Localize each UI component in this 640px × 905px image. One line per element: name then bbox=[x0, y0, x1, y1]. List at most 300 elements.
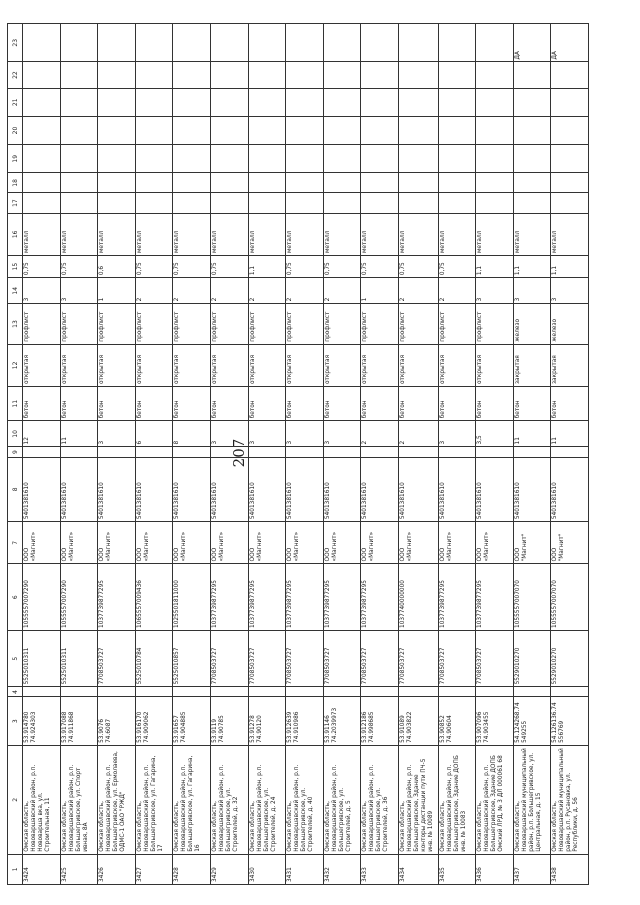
table-cell bbox=[323, 145, 361, 173]
table-cell bbox=[323, 173, 361, 193]
column-header-16: 16 bbox=[8, 213, 23, 255]
table-cell: профлист bbox=[210, 304, 248, 344]
table-cell: 3431 bbox=[286, 854, 324, 884]
table-cell bbox=[438, 88, 476, 116]
table-row bbox=[438, 24, 476, 885]
table-cell: 3 bbox=[476, 278, 514, 304]
table-cell: профлист bbox=[398, 304, 438, 344]
table-cell: 3425 bbox=[60, 854, 98, 884]
table-cell: 1055557007290 bbox=[23, 564, 61, 631]
table-cell: 1037739877295 bbox=[286, 564, 324, 631]
table-cell bbox=[210, 687, 248, 697]
table-cell bbox=[135, 687, 173, 697]
table-cell: закрытая bbox=[513, 344, 551, 386]
table-cell: Омская область, Нововаршавский район, р.п. Нововарша вка, ул. Строительная, 11 bbox=[23, 745, 61, 854]
table-cell: 7708503727 bbox=[476, 630, 514, 686]
table-cell bbox=[323, 62, 361, 88]
table-cell: металл bbox=[210, 213, 248, 255]
table-cell: 3433 bbox=[361, 854, 399, 884]
table-cell bbox=[210, 193, 248, 213]
table-row bbox=[551, 24, 589, 885]
table-cell: Омская область, Нововаршавский район, р.п. Большегривское, ул. Гагарина, 16 bbox=[173, 745, 211, 854]
table-cell: 1025501811000 bbox=[173, 564, 211, 631]
table-cell: металл bbox=[135, 213, 173, 255]
table-row bbox=[323, 24, 361, 885]
table-cell: 3435 bbox=[438, 854, 476, 884]
table-row bbox=[286, 24, 324, 885]
table-cell bbox=[551, 88, 589, 116]
table-cell: 5525010857 bbox=[173, 630, 211, 686]
column-header-5: 5 bbox=[8, 630, 23, 686]
table-cell: 1037739877295 bbox=[248, 564, 286, 631]
table-cell bbox=[248, 24, 286, 62]
table-cell: Омская область, Нововаршавский район, р.п. Большегривское, ул. Строителей, д. 5 bbox=[323, 745, 361, 854]
table-cell bbox=[361, 447, 399, 457]
table-cell: 12 bbox=[23, 421, 61, 447]
table-cell: 6 bbox=[135, 421, 173, 447]
column-header-18: 18 bbox=[8, 173, 23, 193]
table-cell: 0,75 bbox=[361, 256, 399, 278]
table-cell: 1037739877295 bbox=[438, 564, 476, 631]
table-cell bbox=[438, 173, 476, 193]
table-cell: 5401381610 bbox=[551, 457, 589, 522]
table-cell bbox=[23, 24, 61, 62]
table-cell: бетон bbox=[398, 387, 438, 421]
table-cell bbox=[398, 62, 438, 88]
table-cell bbox=[438, 116, 476, 144]
table-cell bbox=[323, 687, 361, 697]
table-cell bbox=[551, 447, 589, 457]
table-cell: Омская область, Нововаршавский район, р.п. Большегривское, ул. Строителей, д. 32 bbox=[210, 745, 248, 854]
table-cell: бетон bbox=[286, 387, 324, 421]
table-cell: 3 bbox=[248, 421, 286, 447]
table-cell bbox=[476, 145, 514, 173]
table-cell bbox=[361, 88, 399, 116]
table-cell bbox=[60, 173, 98, 193]
table-cell bbox=[210, 88, 248, 116]
table-cell bbox=[173, 24, 211, 62]
table-cell: 1037739877295 bbox=[210, 564, 248, 631]
table-cell: 53.90852 74.90604 bbox=[438, 697, 476, 745]
table-cell bbox=[135, 145, 173, 173]
table-cell: профлист bbox=[476, 304, 514, 344]
table-cell: профлист bbox=[173, 304, 211, 344]
table-cell bbox=[361, 193, 399, 213]
column-header-17: 17 bbox=[8, 193, 23, 213]
table-cell bbox=[173, 687, 211, 697]
table-cell: открытая bbox=[23, 344, 61, 386]
table-cell: железо bbox=[551, 304, 589, 344]
table-cell: 54.124268.74 549255 bbox=[513, 697, 551, 745]
table-cell: закрытая bbox=[551, 344, 589, 386]
table-cell: 3434 bbox=[398, 854, 438, 884]
table-cell bbox=[98, 193, 136, 213]
table-cell: бетон bbox=[438, 387, 476, 421]
table-cell bbox=[23, 62, 61, 88]
table-cell: бетон bbox=[513, 387, 551, 421]
column-header-15: 15 bbox=[8, 256, 23, 278]
table-cell: 0,75 bbox=[323, 256, 361, 278]
table-cell bbox=[398, 116, 438, 144]
table-cell: 0,75 bbox=[23, 256, 61, 278]
table-cell: Омская область, Нововаршавский район, р.п. Большегривское, ул. Гагарина, 17 bbox=[135, 745, 173, 854]
table-cell: 7708503727 bbox=[248, 630, 286, 686]
table-cell: 3,5 bbox=[476, 421, 514, 447]
table-cell: 1 bbox=[361, 278, 399, 304]
table-cell bbox=[98, 116, 136, 144]
table-cell bbox=[173, 447, 211, 457]
table-cell: 2 bbox=[323, 278, 361, 304]
table-cell bbox=[476, 687, 514, 697]
table-cell: металл bbox=[438, 213, 476, 255]
table-cell: ООО "Магнит" bbox=[551, 522, 589, 564]
table-cell: 53.9076 74.6087 bbox=[98, 697, 136, 745]
table-cell bbox=[361, 145, 399, 173]
table-cell bbox=[248, 173, 286, 193]
table-cell: 3424 bbox=[23, 854, 61, 884]
table-cell bbox=[551, 145, 589, 173]
rotated-table-container bbox=[7, 23, 589, 885]
table-cell: бетон bbox=[60, 387, 98, 421]
table-cell: открытая bbox=[210, 344, 248, 386]
table-cell: открытая bbox=[323, 344, 361, 386]
table-cell: бетон bbox=[323, 387, 361, 421]
table-cell: металл bbox=[398, 213, 438, 255]
table-cell bbox=[286, 173, 324, 193]
table-cell: ООО «Магнит» bbox=[135, 522, 173, 564]
table-cell: 3430 bbox=[248, 854, 286, 884]
table-cell: 53.912186 74.998685 bbox=[361, 697, 399, 745]
table-cell bbox=[323, 447, 361, 457]
table-cell: профлист bbox=[438, 304, 476, 344]
table-cell: профлист bbox=[60, 304, 98, 344]
table-cell: металл bbox=[551, 213, 589, 255]
table-cell: 3 bbox=[23, 278, 61, 304]
column-header-23: 23 bbox=[8, 24, 23, 62]
table-cell: 8 bbox=[173, 421, 211, 447]
table-cell bbox=[135, 116, 173, 144]
table-cell bbox=[23, 447, 61, 457]
table-cell: ДА bbox=[551, 24, 589, 62]
table-cell: ООО «Магнит» bbox=[286, 522, 324, 564]
table-cell bbox=[398, 173, 438, 193]
table-cell bbox=[438, 687, 476, 697]
table-cell bbox=[476, 116, 514, 144]
table-cell: 1037739877295 bbox=[361, 564, 399, 631]
table-cell: ООО «Магнит» bbox=[361, 522, 399, 564]
table-cell: ООО "Магнит" bbox=[513, 522, 551, 564]
table-cell: ООО «Магнит» bbox=[476, 522, 514, 564]
table-cell bbox=[248, 62, 286, 88]
table-cell: бетон bbox=[98, 387, 136, 421]
table-cell bbox=[23, 116, 61, 144]
table-cell bbox=[476, 24, 514, 62]
table-cell: 1 bbox=[98, 278, 136, 304]
column-header-4: 4 bbox=[8, 687, 23, 697]
table-cell: ООО «Магнит» bbox=[248, 522, 286, 564]
table-cell bbox=[438, 24, 476, 62]
table-cell bbox=[286, 193, 324, 213]
column-header-14: 14 bbox=[8, 278, 23, 304]
table-cell bbox=[98, 24, 136, 62]
table-cell: бетон bbox=[135, 387, 173, 421]
table-cell bbox=[438, 447, 476, 457]
table-cell: 3 bbox=[323, 421, 361, 447]
table-cell: 5401381610 bbox=[361, 457, 399, 522]
table-cell bbox=[98, 687, 136, 697]
table-cell bbox=[248, 193, 286, 213]
table-cell: 11 bbox=[60, 421, 98, 447]
data-table bbox=[7, 23, 589, 885]
table-cell: бетон bbox=[173, 387, 211, 421]
table-cell: 2 bbox=[210, 278, 248, 304]
table-cell: 53.907096 74.903455 bbox=[476, 697, 514, 745]
table-row bbox=[173, 24, 211, 885]
table-cell: профлист bbox=[323, 304, 361, 344]
table-cell bbox=[248, 145, 286, 173]
table-cell: ООО «Магнит» bbox=[323, 522, 361, 564]
table-cell bbox=[60, 447, 98, 457]
table-cell bbox=[438, 193, 476, 213]
table-cell: ООО «Магнит» bbox=[23, 522, 61, 564]
table-cell: 0,75 bbox=[60, 256, 98, 278]
table-cell: Омская область, Нововаршавский район, р.п. Большегривское, ул. Строителей, д. 24 bbox=[248, 745, 286, 854]
table-cell bbox=[513, 687, 551, 697]
table-cell bbox=[513, 173, 551, 193]
table-cell: открытая bbox=[60, 344, 98, 386]
table-cell: 11 bbox=[513, 421, 551, 447]
table-cell: 1065557009436 bbox=[135, 564, 173, 631]
table-cell: 5401381610 bbox=[173, 457, 211, 522]
table-cell bbox=[135, 173, 173, 193]
table-cell: Омская область, Нововаршавский район, р.п. Большегривское, ул. Спорт ивная, 8А bbox=[60, 745, 98, 854]
table-cell: 3437 bbox=[513, 854, 551, 884]
table-cell bbox=[210, 145, 248, 173]
table-cell: 5401381610 bbox=[286, 457, 324, 522]
table-cell bbox=[476, 193, 514, 213]
table-row bbox=[98, 24, 136, 885]
column-header-20: 20 bbox=[8, 116, 23, 144]
table-cell bbox=[173, 193, 211, 213]
table-cell: металл bbox=[361, 213, 399, 255]
table-cell bbox=[98, 145, 136, 173]
column-header-21: 21 bbox=[8, 88, 23, 116]
column-header-22: 22 bbox=[8, 62, 23, 88]
table-cell: 7708503727 bbox=[438, 630, 476, 686]
table-cell bbox=[135, 62, 173, 88]
table-cell: 1037740000000 bbox=[398, 564, 438, 631]
table-cell bbox=[135, 88, 173, 116]
table-cell: 53.9119 74.90785 bbox=[210, 697, 248, 745]
table-cell: Омская область, Нововаршавский район, р.п. Большегривское, ул. Строителей, д. 40 bbox=[286, 745, 324, 854]
table-cell bbox=[398, 145, 438, 173]
table-cell: 5525010311 bbox=[23, 630, 61, 686]
column-header-1: 1 bbox=[8, 854, 23, 884]
table-cell bbox=[398, 88, 438, 116]
table-cell: металл bbox=[60, 213, 98, 255]
table-cell: 3427 bbox=[135, 854, 173, 884]
column-header-7: 7 bbox=[8, 522, 23, 564]
table-cell bbox=[135, 447, 173, 457]
table-row bbox=[210, 24, 248, 885]
table-cell: 53.91657 74.904885 bbox=[173, 697, 211, 745]
table-cell bbox=[323, 88, 361, 116]
table-cell bbox=[323, 116, 361, 144]
table-cell bbox=[513, 145, 551, 173]
column-header-11: 11 bbox=[8, 387, 23, 421]
table-cell: 5525010784 bbox=[135, 630, 173, 686]
table-cell bbox=[398, 687, 438, 697]
table-cell bbox=[98, 173, 136, 193]
table-cell: ДА bbox=[513, 24, 551, 62]
table-cell bbox=[551, 687, 589, 697]
table-cell: металл bbox=[173, 213, 211, 255]
table-cell bbox=[513, 62, 551, 88]
table-cell: профлист bbox=[286, 304, 324, 344]
table-cell bbox=[210, 62, 248, 88]
column-header-9: 9 bbox=[8, 447, 23, 457]
table-cell: 7708503727 bbox=[286, 630, 324, 686]
table-cell bbox=[248, 116, 286, 144]
table-row bbox=[23, 24, 61, 885]
table-cell: 1055557007290 bbox=[60, 564, 98, 631]
table-cell bbox=[286, 145, 324, 173]
table-cell: Омская область, Нововаршавский район, р.п. Большегривское, Здание конторы дистанции пути ПЧ-5 инв. № 10089 bbox=[398, 745, 438, 854]
table-cell bbox=[135, 193, 173, 213]
table-cell: 5401381610 bbox=[438, 457, 476, 522]
table-cell: 0,75 bbox=[438, 256, 476, 278]
table-cell: бетон bbox=[361, 387, 399, 421]
table-cell: 3 bbox=[286, 421, 324, 447]
table-cell bbox=[23, 193, 61, 213]
table-cell: 1055557007070 bbox=[513, 564, 551, 631]
table-cell: 3428 bbox=[173, 854, 211, 884]
table-cell bbox=[135, 24, 173, 62]
table-cell: ООО «Магнит» bbox=[438, 522, 476, 564]
table-cell: 53.914780 74.924303 bbox=[23, 697, 61, 745]
table-cell bbox=[513, 193, 551, 213]
table-cell: 5401381610 bbox=[398, 457, 438, 522]
table-cell: 5401381610 bbox=[513, 457, 551, 522]
table-cell: 0,6 bbox=[98, 256, 136, 278]
table-cell: железо bbox=[513, 304, 551, 344]
table-cell bbox=[23, 687, 61, 697]
table-cell: 5529010270 bbox=[551, 630, 589, 686]
table-cell bbox=[361, 116, 399, 144]
table-cell: профлист bbox=[23, 304, 61, 344]
table-cell: 3 bbox=[98, 421, 136, 447]
table-cell bbox=[210, 173, 248, 193]
table-cell bbox=[173, 62, 211, 88]
table-cell: металл bbox=[248, 213, 286, 255]
table-cell: ООО «Магнит» bbox=[398, 522, 438, 564]
table-cell bbox=[23, 88, 61, 116]
table-cell: 53.91146 74.2039973 bbox=[323, 697, 361, 745]
table-cell: 11 bbox=[551, 421, 589, 447]
column-header-13: 13 bbox=[8, 304, 23, 344]
table-cell: 3 bbox=[438, 421, 476, 447]
column-header-10: 10 bbox=[8, 421, 23, 447]
table-cell: 5525010311 bbox=[60, 630, 98, 686]
table-cell: 0,75 bbox=[173, 256, 211, 278]
table-cell bbox=[513, 116, 551, 144]
table-cell bbox=[438, 62, 476, 88]
table-cell bbox=[286, 687, 324, 697]
table-cell: 1037739877295 bbox=[98, 564, 136, 631]
table-cell bbox=[551, 62, 589, 88]
table-cell bbox=[286, 447, 324, 457]
table-cell: металл bbox=[323, 213, 361, 255]
column-header-19: 19 bbox=[8, 145, 23, 173]
table-cell bbox=[476, 447, 514, 457]
table-cell: 7708503727 bbox=[398, 630, 438, 686]
table-cell bbox=[60, 145, 98, 173]
table-row bbox=[513, 24, 551, 885]
table-cell: бетон bbox=[23, 387, 61, 421]
table-row bbox=[361, 24, 399, 885]
table-cell: 3 bbox=[60, 278, 98, 304]
table-cell bbox=[173, 173, 211, 193]
table-cell: бетон bbox=[476, 387, 514, 421]
column-header-2: 2 bbox=[8, 745, 23, 854]
table-cell: 7708503727 bbox=[210, 630, 248, 686]
table-cell: 3 bbox=[513, 278, 551, 304]
table-cell: ООО «Магнит» bbox=[60, 522, 98, 564]
table-cell: 3 bbox=[210, 421, 248, 447]
table-cell bbox=[361, 173, 399, 193]
table-cell bbox=[60, 116, 98, 144]
table-cell bbox=[286, 24, 324, 62]
table-cell bbox=[210, 24, 248, 62]
table-cell: бетон bbox=[248, 387, 286, 421]
table-cell bbox=[398, 193, 438, 213]
table-cell bbox=[210, 116, 248, 144]
table-cell: ООО «Магнит» bbox=[98, 522, 136, 564]
table-row bbox=[135, 24, 173, 885]
column-header-3: 3 bbox=[8, 697, 23, 745]
table-cell bbox=[361, 687, 399, 697]
table-cell bbox=[476, 88, 514, 116]
table-cell: 2 bbox=[438, 278, 476, 304]
table-cell: 5401381610 bbox=[135, 457, 173, 522]
table-cell bbox=[361, 62, 399, 88]
table-cell: открытая bbox=[398, 344, 438, 386]
table-cell: 1037739877295 bbox=[476, 564, 514, 631]
table-cell: металл bbox=[23, 213, 61, 255]
table-cell: 1,1 bbox=[248, 256, 286, 278]
table-cell bbox=[210, 447, 248, 457]
table-cell: Омская область, Нововаршавский муниципальный район, р.п. Русановка, ул. Республики, д. 56 bbox=[551, 745, 589, 854]
table-cell: 1,1 bbox=[513, 256, 551, 278]
table-cell: 53.912639 74.910986 bbox=[286, 697, 324, 745]
table-cell: открытая bbox=[438, 344, 476, 386]
table-row bbox=[248, 24, 286, 885]
table-cell: 53.91089 74.903822 bbox=[398, 697, 438, 745]
table-cell: 2 bbox=[286, 278, 324, 304]
table-cell: 7708503727 bbox=[323, 630, 361, 686]
table-cell: бетон bbox=[551, 387, 589, 421]
table-cell: металл bbox=[476, 213, 514, 255]
table-cell: открытая bbox=[248, 344, 286, 386]
table-cell bbox=[173, 116, 211, 144]
table-cell bbox=[398, 447, 438, 457]
table-cell: 5401381610 bbox=[210, 457, 248, 522]
table-cell bbox=[323, 193, 361, 213]
table-cell bbox=[248, 88, 286, 116]
table-cell bbox=[551, 173, 589, 193]
table-cell: открытая bbox=[286, 344, 324, 386]
table-cell bbox=[323, 24, 361, 62]
